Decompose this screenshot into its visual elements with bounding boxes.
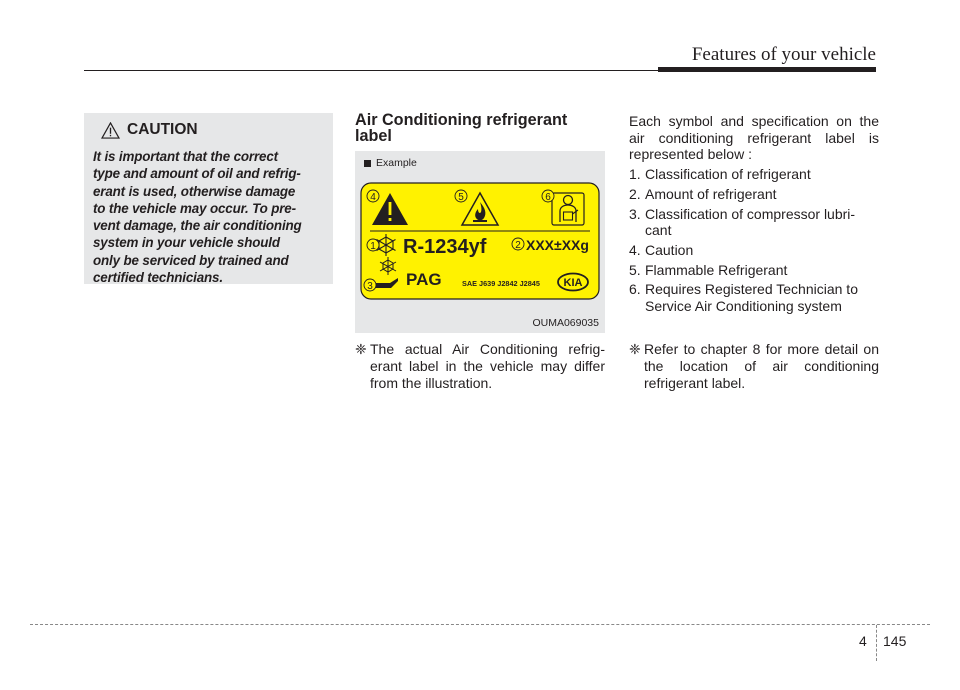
- label-note-text: The actual Air Conditioning refrig-erant label in the vehicle may differ from the illustration.: [370, 341, 605, 391]
- svg-text:6: 6: [545, 192, 551, 203]
- caution-line: system in your vehicle should: [93, 235, 280, 251]
- list-item-number: 1.: [629, 166, 641, 182]
- caution-header: [101, 121, 325, 139]
- symbol-list: [629, 166, 881, 318]
- refer-note: [629, 341, 879, 392]
- figure-caption-text: Example: [376, 157, 417, 169]
- footer-divider: [876, 625, 877, 661]
- list-item: [629, 262, 881, 279]
- refrigerant-label-figure: [355, 151, 605, 333]
- standards-text: SAE J639 J2842 J2845: [462, 279, 540, 288]
- svg-text:5: 5: [458, 192, 464, 203]
- refer-note-text: Refer to chapter 8 for more detail on the location of air conditioning refrigerant label.: [644, 341, 879, 391]
- warning-triangle-icon: [101, 122, 120, 139]
- caution-line: only be serviced by trained and: [93, 252, 289, 268]
- refrigerant-amount-text: XXX±XXg: [526, 237, 589, 253]
- note-symbol: ❈: [355, 341, 367, 357]
- refrigerant-type-text: R-1234yf: [403, 236, 487, 258]
- list-item-text: Amount of refrigerant: [645, 185, 777, 202]
- header-rule-accent: [658, 67, 876, 72]
- chapter-number: 4: [859, 633, 867, 649]
- list-item: [629, 186, 881, 203]
- section-title: Air Conditioning refrigerant label: [355, 111, 568, 145]
- header-rule: [84, 70, 658, 71]
- list-item: [629, 206, 881, 239]
- caution-line: certified technicians.: [93, 270, 223, 286]
- caution-line: vent damage, the air conditioning: [93, 218, 302, 234]
- figure-caption: [364, 157, 417, 169]
- caution-line: to the vehicle may occur. To pre-: [93, 200, 296, 216]
- footer-rule: [30, 624, 930, 625]
- caution-line: It is important that the correct: [93, 149, 278, 164]
- caution-box: [84, 113, 333, 284]
- list-item-text: Caution: [645, 241, 694, 258]
- caution-line: type and amount of oil and refrig-: [93, 166, 301, 182]
- list-item-number: 2.: [629, 185, 641, 202]
- square-bullet-icon: [364, 160, 371, 167]
- figure-code: OUMA069035: [532, 317, 599, 329]
- list-item-number: 6.: [629, 281, 641, 298]
- list-item-text: Flammable Refrigerant: [645, 261, 788, 278]
- refrigerant-label-illustration: [360, 182, 600, 300]
- svg-text:KIA: KIA: [563, 277, 583, 289]
- list-item-text: Classification of compressor lubri-cant: [645, 205, 856, 239]
- list-item-text: Requires Registered Technician to Service Air Conditioning system: [645, 281, 858, 314]
- list-item-number: 3.: [629, 205, 641, 222]
- list-item-text: Classification of refrigerant: [645, 166, 811, 182]
- caution-line: erant is used, otherwise damage: [93, 183, 296, 199]
- page-number: 145: [883, 633, 907, 649]
- lubricant-type-text: PAG: [406, 270, 442, 289]
- svg-text:2: 2: [515, 240, 521, 251]
- svg-text:3: 3: [367, 281, 373, 292]
- list-item: [629, 242, 881, 259]
- label-note: [355, 341, 605, 392]
- note-symbol: ❈: [629, 341, 641, 357]
- svg-text:1: 1: [370, 241, 376, 252]
- page-header-title: Features of your vehicle: [691, 44, 876, 65]
- list-item: [629, 166, 881, 183]
- list-item: [629, 281, 881, 314]
- caution-title: CAUTION: [127, 121, 198, 138]
- list-item-number: 5.: [629, 261, 641, 278]
- svg-text:4: 4: [370, 192, 376, 203]
- caution-text: [93, 148, 325, 286]
- intro-text: Each symbol and specification on the air conditioning refrigerant label is represented below :: [629, 113, 879, 162]
- list-item-number: 4.: [629, 241, 641, 258]
